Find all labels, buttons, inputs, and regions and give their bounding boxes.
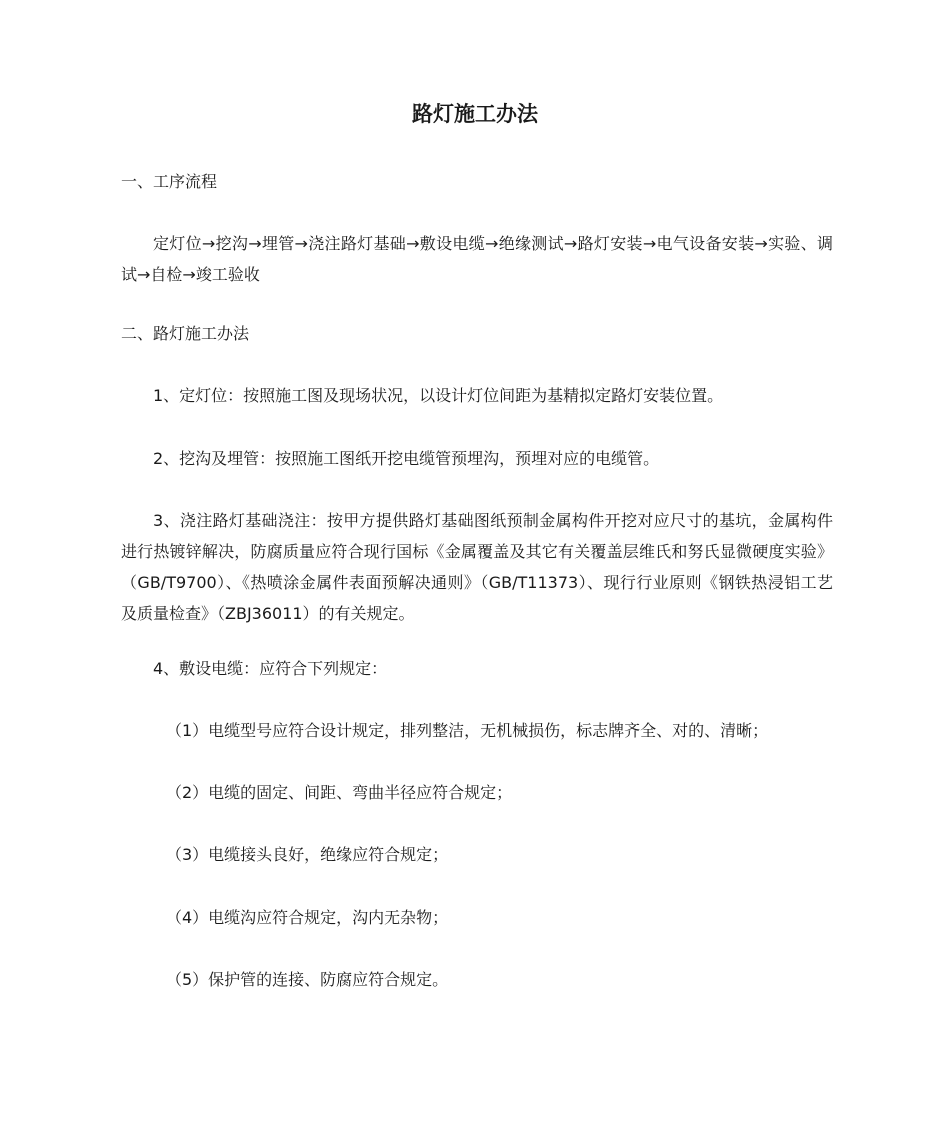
cable-rule-2: （2）电缆的固定、间距、弯曲半径应符合规定； (166, 783, 513, 802)
page-title: 路灯施工办法 (412, 102, 538, 126)
section-heading-method: 二、路灯施工办法 (121, 324, 250, 343)
section-heading-workflow: 一、工序流程 (121, 172, 218, 191)
workflow-paragraph: 定灯位→挖沟→埋管→浇注路灯基础→敷设电缆→绝缘测试→路灯安装→电气设备安装→实验、调试→自检→竣工验收 (121, 234, 833, 284)
item-locate-lamp: 1、定灯位：按照施工图及现场状况，以设计灯位间距为基精拟定路灯安装位置。 (153, 386, 724, 405)
cable-rule-5: （5）保护管的连接、防腐应符合规定。 (166, 970, 449, 989)
cable-rule-4: （4）电缆沟应符合规定，沟内无杂物； (166, 908, 449, 927)
item-trench-pipe: 2、挖沟及埋管：按照施工图纸开挖电缆管预埋沟，预埋对应的电缆管。 (153, 449, 660, 468)
item-lay-cable: 4、敷设电缆：应符合下列规定： (153, 659, 388, 678)
item-foundation-pour: 3、浇注路灯基础浇注：按甲方提供路灯基础图纸预制金属构件开挖对应尺寸的基坑，金属构件进行热镀锌解决，防腐质量应符合现行国标《金属覆盖及其它有关覆盖层维氏和努氏显微硬度实验》（GB/T9700）、《热喷涂金属件表面预解决通则》（GB/T11373）、现行行业原则《钢铁热浸铝工艺及质量检查》（ZBJ36011）的有关规定。 (121, 511, 833, 623)
cable-rule-1: （1）电缆型号应符合设计规定，排列整洁，无机械损伤，标志牌齐全、对的、清晰； (166, 721, 769, 740)
cable-rule-3: （3）电缆接头良好，绝缘应符合规定； (166, 845, 449, 864)
